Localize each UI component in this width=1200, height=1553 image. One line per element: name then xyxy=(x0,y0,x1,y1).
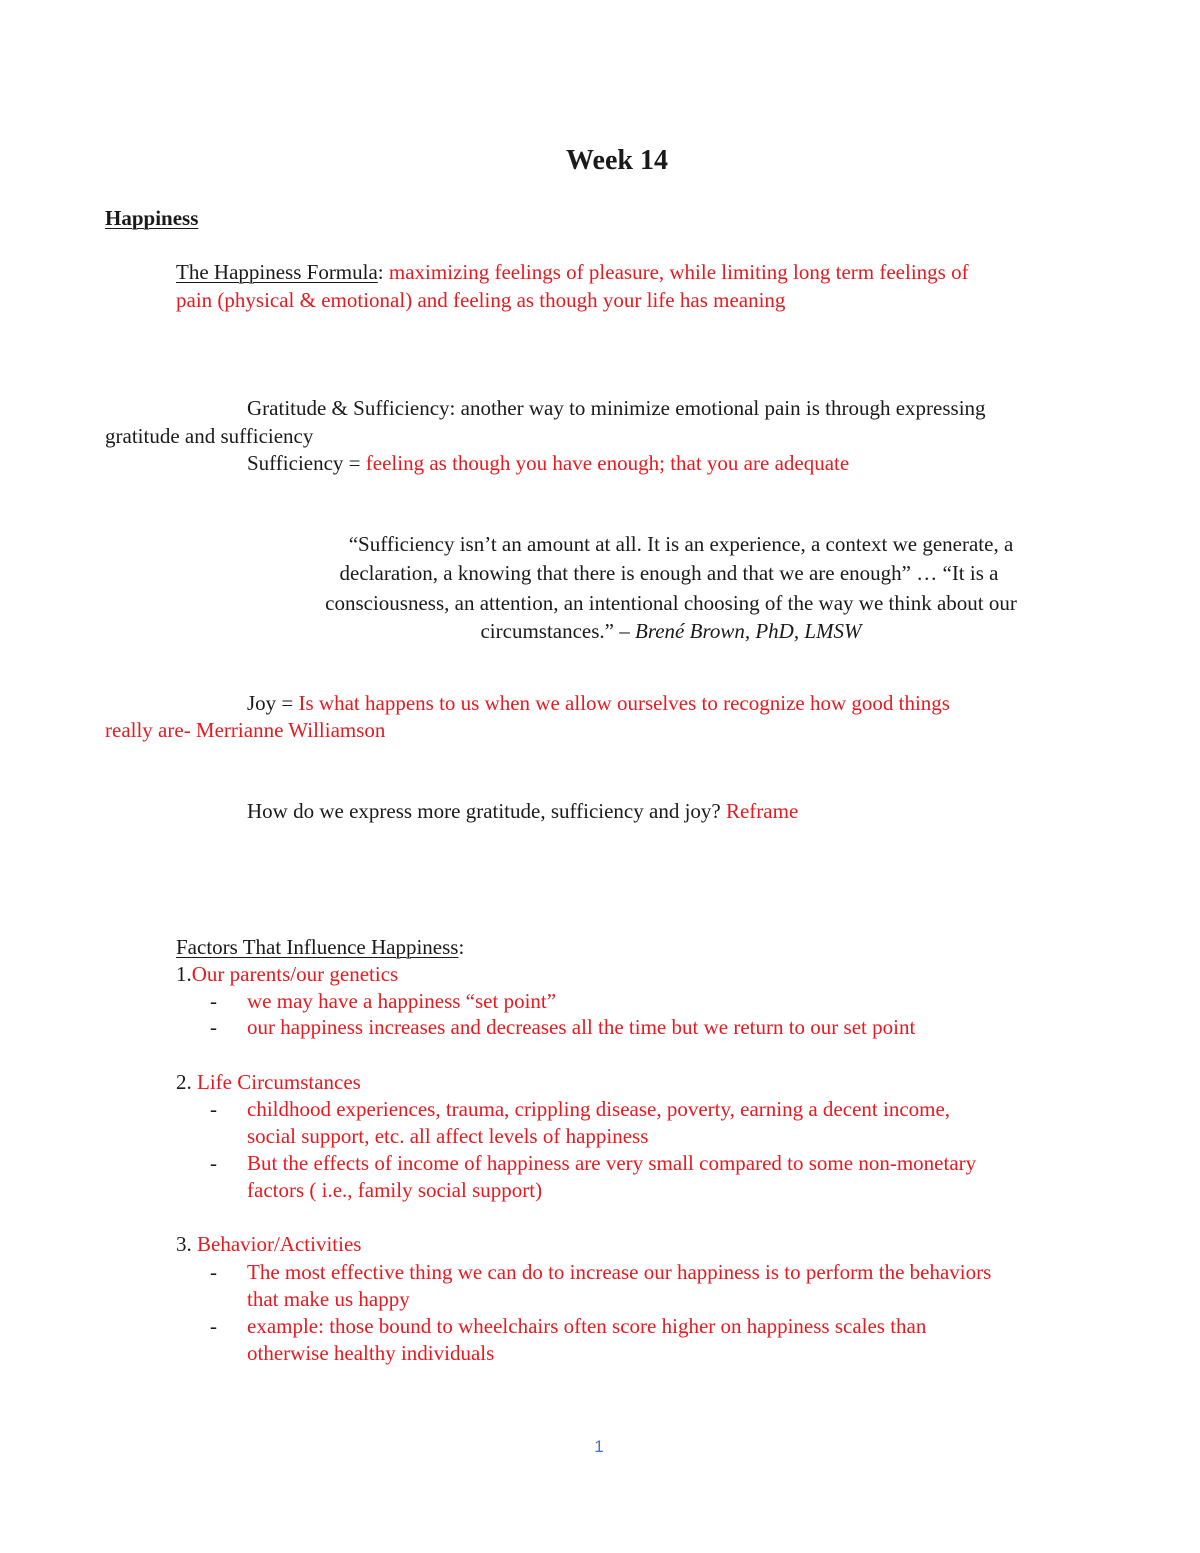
quote-line-1: “Sufficiency isn’t an amount at all. It is an experience, a context we generate, a xyxy=(348,532,1014,556)
factor-number: 2. xyxy=(176,1070,197,1094)
factor-number: 3. xyxy=(176,1232,197,1256)
joy-line-1 xyxy=(247,693,950,714)
page-number: 1 xyxy=(594,1437,604,1456)
formula-definition-1: maximizing feelings of pleasure, while limiting long term feelings of xyxy=(388,260,969,284)
bullet-dash: - xyxy=(210,1097,217,1121)
factor-label: Life Circumstances xyxy=(197,1070,361,1094)
quote-line-4 xyxy=(480,621,861,642)
joy-definition-1: Is what happens to us when we allow ourselves to recognize how good things xyxy=(298,691,950,715)
sufficiency-definition: feeling as though you have enough; that you are adequate xyxy=(365,451,850,475)
joy-line-2: really are- Merrianne Williamson xyxy=(105,718,386,742)
sufficiency-term: Sufficiency = xyxy=(247,451,366,475)
formula-colon: : xyxy=(377,260,389,284)
factors-heading xyxy=(176,937,464,958)
factor-1-title xyxy=(176,964,398,985)
quote-line-3: consciousness, an attention, an intentional choosing of the way we think about our xyxy=(325,591,1017,615)
bullet-dash: - xyxy=(210,989,217,1013)
factor-3-bullet-1-cont: that make us happy xyxy=(247,1287,410,1311)
factor-label: Our parents/our genetics xyxy=(191,962,399,986)
factor-label: Behavior/Activities xyxy=(197,1232,362,1256)
joy-term: Joy = xyxy=(247,691,299,715)
gratitude-line-2: gratitude and sufficiency xyxy=(105,424,314,448)
factor-2-bullet-2-cont: factors ( i.e., family social support) xyxy=(247,1178,543,1202)
page-title: Week 14 xyxy=(566,145,668,176)
section-heading: Happiness xyxy=(105,206,199,230)
bullet-text: childhood experiences, trauma, crippling disease, poverty, earning a decent income, xyxy=(247,1097,951,1121)
bullet-text: The most effective thing we can do to increase our happiness is to perform the behaviors xyxy=(247,1260,992,1284)
factor-3-bullet-2-cont: otherwise healthy individuals xyxy=(247,1341,495,1365)
bullet-dash: - xyxy=(210,1151,217,1175)
gratitude-line-1: Gratitude & Sufficiency: another way to minimize emotional pain is through expressing xyxy=(247,396,986,420)
quote-line-2: declaration, a knowing that there is enough and that we are enough” … “It is a xyxy=(339,561,999,585)
quote-citation: Brené Brown, PhD, LMSW xyxy=(635,619,862,643)
question-line xyxy=(247,801,798,822)
factor-3-title xyxy=(176,1234,361,1255)
bullet-text: our happiness increases and decreases all the time but we return to our set point xyxy=(247,1015,916,1039)
factors-title: Factors That Influence Happiness xyxy=(176,935,459,959)
factor-2-title xyxy=(176,1072,361,1093)
bullet-text: we may have a happiness “set point” xyxy=(247,989,557,1013)
bullet-dash: - xyxy=(210,1015,217,1039)
quote-end: circumstances.” – xyxy=(480,619,636,643)
formula-term: The Happiness Formula xyxy=(176,260,378,284)
bullet-dash: - xyxy=(210,1314,217,1338)
factors-colon: : xyxy=(458,935,465,959)
formula-line-2: pain (physical & emotional) and feeling as though your life has meaning xyxy=(176,288,786,312)
bullet-text: But the effects of income of happiness are very small compared to some non-monetary xyxy=(247,1151,977,1175)
question-answer: Reframe xyxy=(725,799,799,823)
bullet-dash: - xyxy=(210,1260,217,1284)
formula-line-1 xyxy=(176,262,969,283)
question-text: How do we express more gratitude, sufficiency and joy? xyxy=(247,799,726,823)
factor-number: 1. xyxy=(176,962,192,986)
sufficiency-line xyxy=(247,453,849,474)
factor-2-bullet-1-cont: social support, etc. all affect levels of happiness xyxy=(247,1124,649,1148)
bullet-text: example: those bound to wheelchairs often score higher on happiness scales than xyxy=(247,1314,927,1338)
